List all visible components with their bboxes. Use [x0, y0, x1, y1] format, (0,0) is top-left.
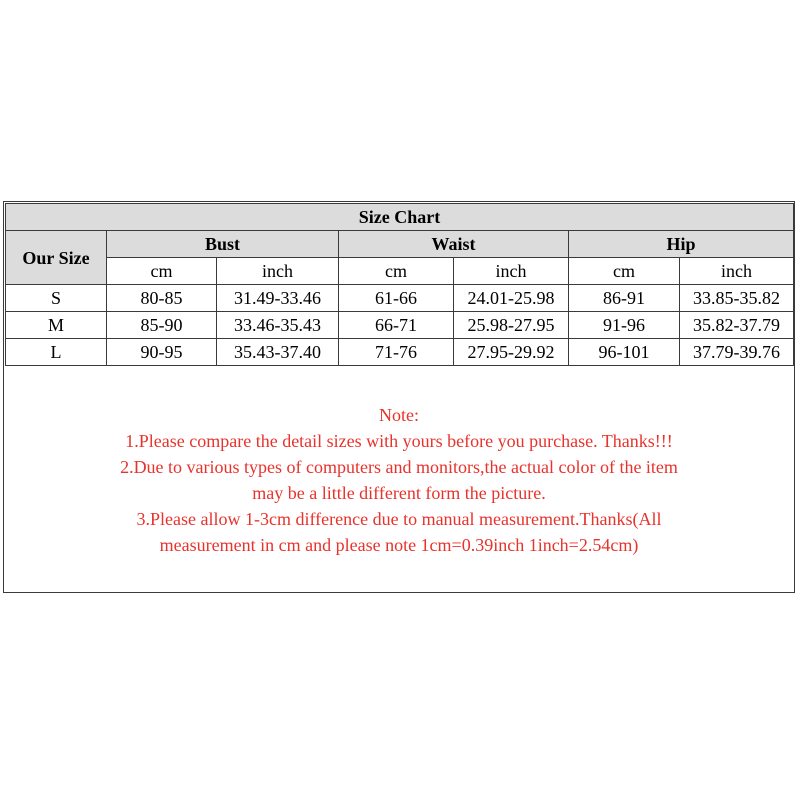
- value-cell: 71-76: [339, 339, 454, 366]
- unit-header: inch: [680, 258, 794, 285]
- note-line: 2.Due to various types of computers and monitors,the actual color of the item may be a little different form the picture.: [120, 457, 678, 503]
- unit-header: inch: [217, 258, 339, 285]
- value-cell: 27.95-29.92: [454, 339, 569, 366]
- value-cell: 80-85: [107, 285, 217, 312]
- unit-header: cm: [569, 258, 680, 285]
- size-cell: S: [6, 285, 107, 312]
- unit-header: cm: [107, 258, 217, 285]
- table-row: [6, 285, 794, 312]
- table-row: [6, 312, 794, 339]
- value-cell: 35.82-37.79: [680, 312, 794, 339]
- note-line: 1.Please compare the detail sizes with yours before you purchase. Thanks!!!: [125, 431, 673, 451]
- group-header-hip: Hip: [569, 231, 794, 258]
- value-cell: 96-101: [569, 339, 680, 366]
- value-cell: 37.79-39.76: [680, 339, 794, 366]
- unit-header: inch: [454, 258, 569, 285]
- value-cell: 61-66: [339, 285, 454, 312]
- value-cell: 31.49-33.46: [217, 285, 339, 312]
- value-cell: 90-95: [107, 339, 217, 366]
- value-cell: 86-91: [569, 285, 680, 312]
- note-heading: Note:: [379, 405, 419, 425]
- size-cell: M: [6, 312, 107, 339]
- note-line: 3.Please allow 1-3cm difference due to manual measurement.Thanks(All measurement in cm and please note 1cm=0.39inch 1inch=2.54cm): [136, 509, 662, 555]
- table-row: [6, 339, 794, 366]
- value-cell: 66-71: [339, 312, 454, 339]
- table-title: Size Chart: [6, 204, 794, 231]
- notes-block: [4, 402, 794, 558]
- group-header-waist: Waist: [339, 231, 569, 258]
- value-cell: 85-90: [107, 312, 217, 339]
- size-cell: L: [6, 339, 107, 366]
- value-cell: 33.46-35.43: [217, 312, 339, 339]
- size-chart-table: [5, 203, 794, 366]
- value-cell: 33.85-35.82: [680, 285, 794, 312]
- value-cell: 25.98-27.95: [454, 312, 569, 339]
- unit-header: cm: [339, 258, 454, 285]
- value-cell: 91-96: [569, 312, 680, 339]
- size-chart-sheet: [3, 201, 795, 593]
- group-header-bust: Bust: [107, 231, 339, 258]
- our-size-header: Our Size: [6, 231, 107, 285]
- value-cell: 35.43-37.40: [217, 339, 339, 366]
- value-cell: 24.01-25.98: [454, 285, 569, 312]
